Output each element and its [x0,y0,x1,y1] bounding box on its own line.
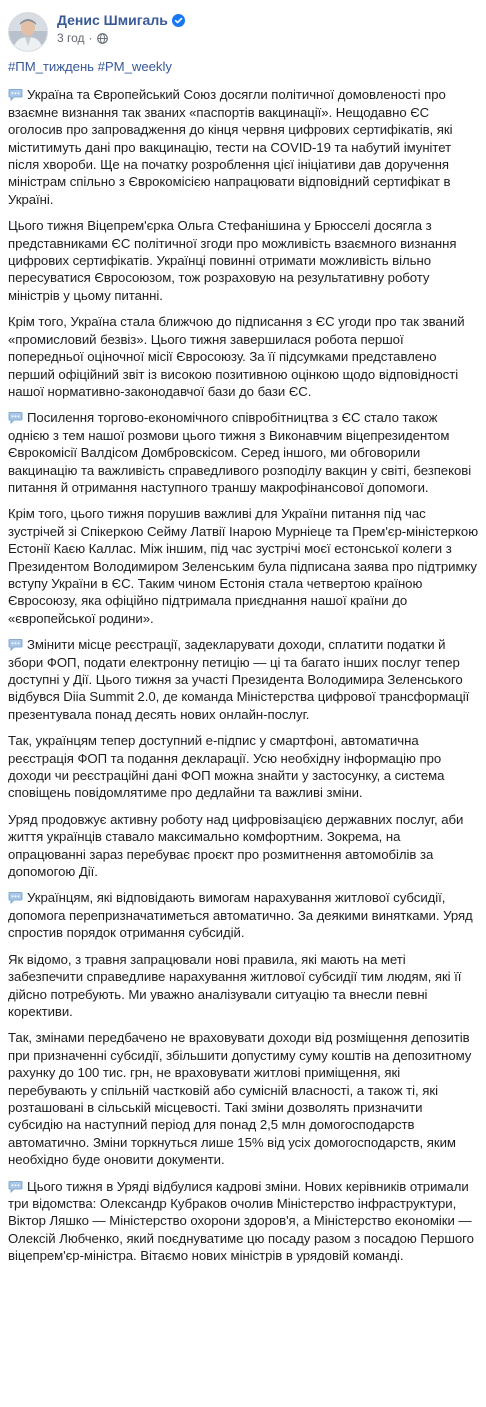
post-time-row [57,30,185,46]
post-paragraph [8,313,480,400]
post-paragraph [8,86,480,208]
paragraph-text: Крім того, цього тижня порушив важливі для України питання під час зустрічей зі Спікеркою Сейму Латвії Інарою Мурніеце та Прем'єр-міністеркою Естонії Каєю Каллас. Між іншим, під час зустрічі моєї естонської колеги з Президентом Володимиром Зеленським була підписана заява про підтримку вступу України в ЄС. Таким чином Естонія стала четвертою країною Євросоюзу, яка офіційно підтримала приєднання нашої країни до «європейської родини». [8,506,479,626]
post-paragraph [8,409,480,496]
speech-balloon-icon [8,1180,23,1193]
post-paragraph [8,811,480,881]
post-meta [57,10,185,46]
post-paragraph [8,636,480,723]
paragraph-text: Так, змінами передбачено не враховувати доходи від розміщення депозитів при призначенні субсидії, збільшити допустиму суму коштів на депозитному рахунку до 100 тис. грн, не враховувати житлові приміщення, які перебувають у спільній частковій або сумісній власності, а також ті, які розташовані в сільській місцевості. Такі зміни дозволять призначити субсидію на наступний період для понад 2,5 млн домогосподарств автоматично. Зміни торкнуться лише 15% від усіх домогосподарств, яким необхідно буде оновити документи. [8,1030,472,1168]
author-row [57,10,185,30]
post-paragraph [8,889,480,941]
post-paragraphs [8,86,480,1264]
paragraph-text: Як відомо, з травня запрацювали нові правила, які мають на меті забезпечити справедливе нарахування житлової субсидії тим людям, які її дійсно потребують. Ми уважно аналізували ситуацію та внесли певні корективи. [8,951,462,1019]
post-paragraph [8,951,480,1021]
avatar-image [9,13,47,51]
hashtag-pm-tyzhden[interactable]: #ПМ_тиждень [8,59,94,74]
post-content [8,58,480,1265]
author-name[interactable]: Денис Шмигаль [57,12,168,28]
verified-badge-icon [172,14,185,27]
speech-balloon-icon [8,411,23,424]
post-header [8,0,480,58]
paragraph-text: Цього тижня Віцепрем'єрка Ольга Стефанішина у Брюсселі досягла з представниками ЄС політичної згоди про можливість взаємного визнання цифрових сертифікатів. Українці повинні отримати можливість вільно пересуватися Євросоюзом, тож розраховую на результативну роботу міністрів у цьому питанні. [8,218,457,303]
author-avatar[interactable] [8,12,48,52]
post-timestamp[interactable]: 3 год [57,31,85,45]
paragraph-text: Змінити місце реєстрації, задекларувати доходи, сплатити податки й збори ФОП, подати електронну петицію — ці та багато інших послуг тепер доступні у Дії. Цього тижня за участі Президента Володимира Зеленського відбувся Diia Summit 2.0, де команда Міністерства цифрової трансформації презентувала понад десять нових онлайн-послуг. [8,637,470,722]
speech-balloon-icon [8,638,23,651]
hashtag-row [8,58,480,75]
post-paragraph [8,505,480,627]
paragraph-text: Уряд продовжує активну роботу над цифровізацією державних послуг, аби життя українців ставало максимально комфортним. Зокрема, на опрацюванні зараз перебуває проєкт про розмитнення автомобілів за допомогою Дії. [8,811,464,880]
post-paragraph [8,1178,480,1265]
paragraph-text: Крім того, Україна стала ближчою до підписання з ЄС угоди про так званий «промисловий безвіз». Цього тижня завершилася робота першої попередньої оціночної місії Євросоюзу. За її підсумками представлено перший офіційний звіт із високою позитивною оцінкою щодо відповідності нашої нормативно-законодавчої бази до бази ЄС. [8,314,465,399]
post-paragraph [8,217,480,304]
post-paragraph [8,1029,480,1168]
post-paragraph [8,732,480,802]
speech-balloon-icon [8,891,23,904]
globe-icon[interactable] [97,33,108,44]
hashtag-pm-weekly[interactable]: #PM_weekly [97,59,172,74]
paragraph-text: Так, українцям тепер доступний е-підпис у смартфоні, автоматична реєстрація ФОП та подання декларації. Усю необхідну інформацію про доходи чи реєстраційні дані ФОП можна знайти у застосунку, а система сповіщень повідомлятиме про дедлайни та важливі зміни. [8,733,445,801]
speech-balloon-icon [8,88,23,101]
paragraph-text: Посилення торгово-економічного співробітництва з ЄС стало також однією з тем нашої розмови цього тижня з Виконавчим віцепрезидентом Єврокомісії Валдісом Домбровскісом. Серед іншого, ми обговорили вакцинацію та важливість справедливого розподілу вакцин у світі, безпекові питання й отримання наступного траншу макрофінансової допомоги. [8,410,472,495]
paragraph-text: Українцям, які відповідають вимогам нарахування житлової субсидії, допомога перепризначатиметься автоматично. За деякими винятками. Уряд спростив порядок отримання субсидій. [8,890,473,941]
meta-separator: · [88,31,93,45]
paragraph-text: Україна та Європейський Союз досягли політичної домовленості про взаємне визнання так званих «паспортів вакцинації». Нещодавно ЄС оголосив про запровадження до кінця червня цифрових сертифікатів, які міститимуть дані про вакцинацію, тести на COVID-19 та набутий імунітет після хвороби. Ще на початку розроблення цієї ініціативи дав доручення міністрам спільно з Єврокомісією напрацювати відповідний сертифікат в Україні. [8,87,453,207]
paragraph-text: Цього тижня в Уряді відбулися кадрові зміни. Нових керівників отримали три відомства: Олександр Кубраков очолив Міністерство інфраструктури, Віктор Ляшко — Міністерство охорони здоров'я, а Міністерство економіки — Олексій Любченко, який поєднуватиме цю посаду разом з посадою Першого віцепрем'єр-міністра. Вітаємо нових міністрів в урядовій команді. [8,1178,474,1264]
